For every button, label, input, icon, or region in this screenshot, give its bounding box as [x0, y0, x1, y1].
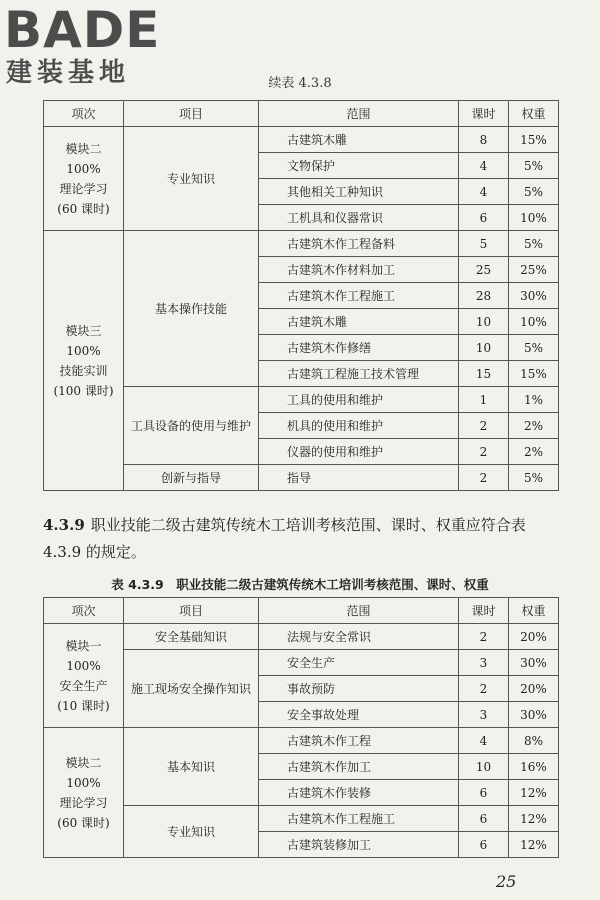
- range-cell: 古建筑木作加工: [259, 754, 459, 780]
- range-cell: 安全事故处理: [259, 702, 459, 728]
- weight-cell: 25%: [509, 257, 559, 283]
- weight-cell: 20%: [509, 624, 559, 650]
- hours-cell: 6: [459, 832, 509, 858]
- module-line: 模块三 100%: [65, 323, 102, 358]
- hours-cell: 6: [459, 806, 509, 832]
- module-line: 理论学习: [59, 181, 108, 196]
- project-cell: 安全基础知识: [124, 624, 259, 650]
- range-cell: 工具的使用和维护: [259, 387, 459, 413]
- project-cell: 基本知识: [124, 728, 259, 806]
- range-cell: 古建筑木作工程施工: [259, 283, 459, 309]
- page-number: 25: [496, 872, 517, 891]
- range-cell: 法规与安全常识: [259, 624, 459, 650]
- hours-cell: 10: [459, 309, 509, 335]
- weight-cell: 10%: [509, 205, 559, 231]
- module-line: (60 课时): [57, 815, 110, 830]
- project-cell: 专业知识: [124, 127, 259, 231]
- module-line: (100 课时): [53, 383, 114, 398]
- module-cell: [44, 127, 124, 231]
- weight-cell: 15%: [509, 127, 559, 153]
- range-cell: 工机具和仪器常识: [259, 205, 459, 231]
- logo-tagline: 建装基地: [6, 58, 131, 88]
- column-header: 项目: [124, 101, 259, 127]
- clause-4-3-9: [43, 512, 563, 566]
- module-cell: [44, 728, 124, 858]
- range-cell: 古建筑木作装修: [259, 780, 459, 806]
- weight-cell: 5%: [509, 465, 559, 491]
- logo-brand: BADE: [4, 1, 161, 59]
- hours-cell: 4: [459, 179, 509, 205]
- project-cell: 施工现场安全操作知识: [124, 650, 259, 728]
- hours-cell: 2: [459, 676, 509, 702]
- module-line: 模块二 100%: [65, 755, 102, 790]
- range-cell: 古建筑木雕: [259, 309, 459, 335]
- hours-cell: 6: [459, 780, 509, 806]
- module-line: (60 课时): [57, 201, 110, 216]
- column-header: 范围: [259, 598, 459, 624]
- hours-cell: 4: [459, 153, 509, 179]
- table-header-row: [44, 598, 559, 624]
- range-cell: 事故预防: [259, 676, 459, 702]
- weight-cell: 5%: [509, 153, 559, 179]
- range-cell: 古建筑木作工程施工: [259, 806, 459, 832]
- column-header: 权重: [509, 598, 559, 624]
- module-line: 安全生产: [59, 678, 108, 693]
- weight-cell: 12%: [509, 806, 559, 832]
- range-cell: 古建筑木作工程: [259, 728, 459, 754]
- module-line: 模块二 100%: [65, 141, 102, 176]
- hours-cell: 10: [459, 335, 509, 361]
- weight-cell: 2%: [509, 439, 559, 465]
- range-cell: 指导: [259, 465, 459, 491]
- weight-cell: 30%: [509, 702, 559, 728]
- column-header: 课时: [459, 598, 509, 624]
- module-line: 模块一 100%: [65, 638, 102, 673]
- hours-cell: 3: [459, 702, 509, 728]
- range-cell: 古建筑木作工程备料: [259, 231, 459, 257]
- hours-cell: 6: [459, 205, 509, 231]
- hours-cell: 5: [459, 231, 509, 257]
- table-row: [44, 231, 559, 257]
- weight-cell: 2%: [509, 413, 559, 439]
- hours-cell: 10: [459, 754, 509, 780]
- weight-cell: 15%: [509, 361, 559, 387]
- clause-text: 职业技能二级古建筑传统木工培训考核范围、课时、权重应符合表 4.3.9 的规定。: [43, 516, 526, 561]
- module-line: 理论学习: [59, 795, 108, 810]
- range-cell: 古建筑工程施工技术管理: [259, 361, 459, 387]
- range-cell: 文物保护: [259, 153, 459, 179]
- weight-cell: 5%: [509, 335, 559, 361]
- weight-cell: 10%: [509, 309, 559, 335]
- column-header: 项次: [44, 598, 124, 624]
- hours-cell: 2: [459, 439, 509, 465]
- table-4-3-8-continued: [43, 100, 559, 491]
- module-line: 技能实训: [59, 363, 108, 378]
- table-row: [44, 624, 559, 650]
- column-header: 课时: [459, 101, 509, 127]
- hours-cell: 2: [459, 465, 509, 491]
- hours-cell: 3: [459, 650, 509, 676]
- module-cell: [44, 231, 124, 491]
- project-cell: 创新与指导: [124, 465, 259, 491]
- clause-number: 4.3.9: [43, 516, 85, 534]
- weight-cell: 12%: [509, 832, 559, 858]
- project-cell: 基本操作技能: [124, 231, 259, 387]
- table-row: [44, 127, 559, 153]
- weight-cell: 16%: [509, 754, 559, 780]
- column-header: 项目: [124, 598, 259, 624]
- module-line: (10 课时): [57, 698, 110, 713]
- hours-cell: 25: [459, 257, 509, 283]
- hours-cell: 8: [459, 127, 509, 153]
- column-header: 项次: [44, 101, 124, 127]
- range-cell: 古建筑木作修缮: [259, 335, 459, 361]
- hours-cell: 15: [459, 361, 509, 387]
- weight-cell: 5%: [509, 231, 559, 257]
- hours-cell: 2: [459, 624, 509, 650]
- hours-cell: 1: [459, 387, 509, 413]
- table2-caption: 表 4.3.9 职业技能二级古建筑传统木工培训考核范围、课时、权重: [111, 577, 489, 592]
- range-cell: 其他相关工种知识: [259, 179, 459, 205]
- hours-cell: 28: [459, 283, 509, 309]
- range-cell: 古建筑木作材料加工: [259, 257, 459, 283]
- hours-cell: 2: [459, 413, 509, 439]
- column-header: 范围: [259, 101, 459, 127]
- weight-cell: 20%: [509, 676, 559, 702]
- table1-caption: 续表 4.3.8: [268, 76, 332, 91]
- column-header: 权重: [509, 101, 559, 127]
- weight-cell: 8%: [509, 728, 559, 754]
- project-cell: 专业知识: [124, 806, 259, 858]
- range-cell: 古建筑木雕: [259, 127, 459, 153]
- weight-cell: 30%: [509, 283, 559, 309]
- module-cell: [44, 624, 124, 728]
- table-4-3-9: [43, 597, 559, 858]
- range-cell: 仪器的使用和维护: [259, 439, 459, 465]
- range-cell: 安全生产: [259, 650, 459, 676]
- table-header-row: [44, 101, 559, 127]
- table-row: [44, 728, 559, 754]
- hours-cell: 4: [459, 728, 509, 754]
- weight-cell: 12%: [509, 780, 559, 806]
- weight-cell: 1%: [509, 387, 559, 413]
- weight-cell: 5%: [509, 179, 559, 205]
- range-cell: 古建筑装修加工: [259, 832, 459, 858]
- project-cell: 工具设备的使用与维护: [124, 387, 259, 465]
- range-cell: 机具的使用和维护: [259, 413, 459, 439]
- weight-cell: 30%: [509, 650, 559, 676]
